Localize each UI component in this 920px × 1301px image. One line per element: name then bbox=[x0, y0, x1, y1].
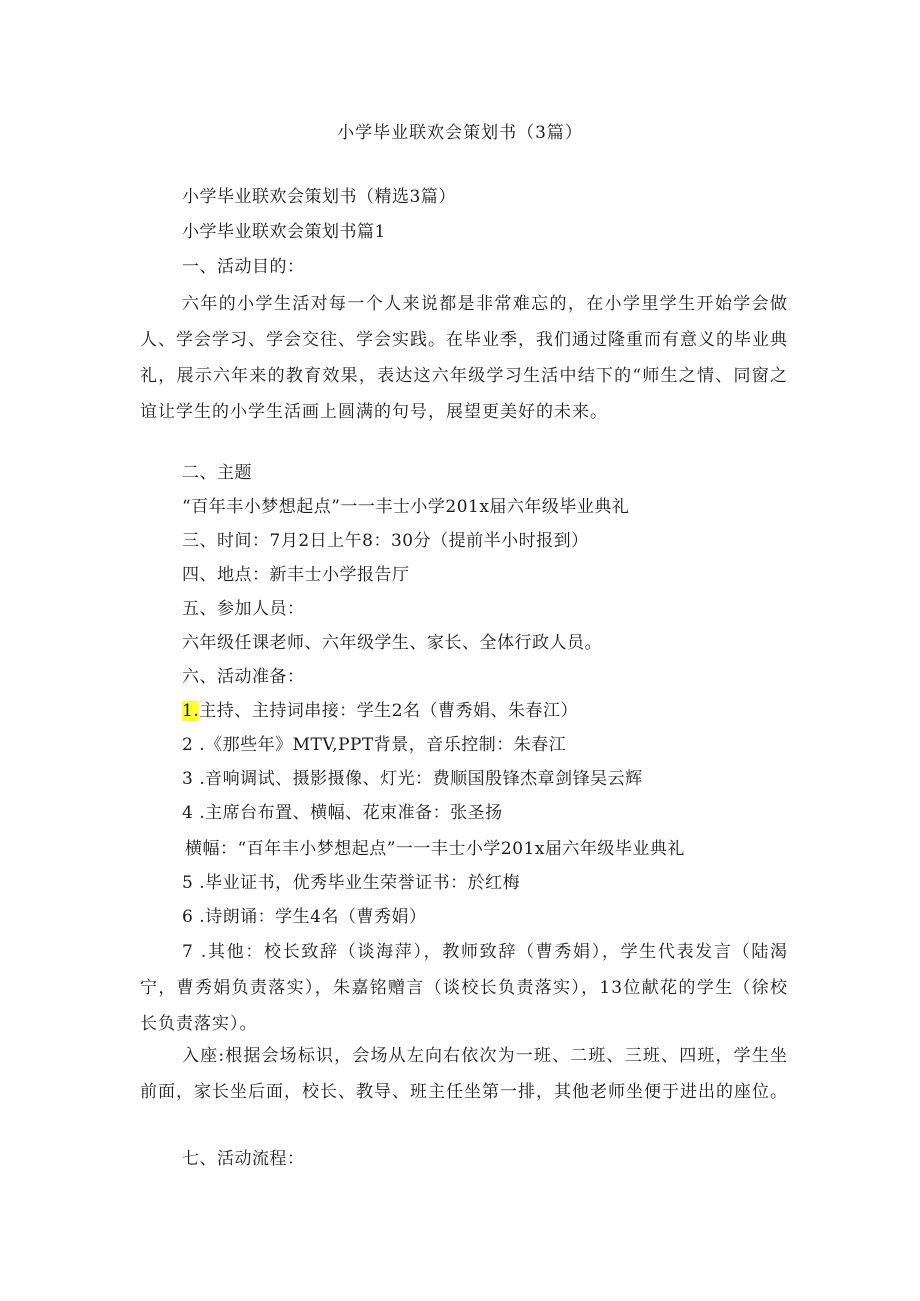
prep-item-1 bbox=[182, 694, 842, 728]
goal-heading: 一、活动目的： bbox=[182, 257, 305, 277]
participants-text: 六年级任课老师、六年级学生、家长、全体行政人员。 bbox=[182, 633, 602, 653]
theme-heading: 二、主题 bbox=[182, 463, 252, 483]
seating-paragraph: 入座:根据会场标识，会场从左向右依次为一班、二班、三班、四班，学生坐前面，家长坐后面，校长、教导、班主任坐第一排，其他老师坐便于进出的座位。 bbox=[140, 1046, 788, 1102]
prep-item-7: 7 .其他：校长致辞（谈海萍），教师致辞（曹秀娟），学生代表发言（陆渴宁，曹秀娟负责落实），朱嘉铭赠言（谈校长负责落实），13位献花的学生（徐校长负责落实）。 bbox=[140, 942, 788, 1034]
prep-item-4: 4 .主席台布置、横幅、花束准备：张圣扬 bbox=[182, 803, 503, 823]
participants-heading: 五、参加人员： bbox=[182, 599, 305, 619]
prep-item-6: 6 .诗朗诵：学生4名（曹秀娟） bbox=[182, 907, 427, 927]
highlight-marker: 1. bbox=[182, 701, 200, 721]
time-line: 三、时间：7月2日上午8：30分（提前半小时报到） bbox=[182, 531, 589, 551]
document-subtitle: 小学毕业联欢会策划书（精选3篇） bbox=[182, 187, 456, 207]
prep-heading: 六、活动准备： bbox=[182, 667, 305, 687]
prep-item-2: 2 .《那些年》MTV,PPT背景，音乐控制：朱春江 bbox=[182, 735, 567, 755]
prep-item-3: 3 .音响调试、摄影摄像、灯光：费顺国殷锋杰章剑锋吴云辉 bbox=[182, 769, 643, 789]
place-line: 四、地点：新丰士小学报告厅 bbox=[182, 565, 410, 585]
prep-item-1-text: 主持、主持词串接：学生2名（曹秀娟、朱春江） bbox=[199, 701, 579, 721]
banner-line: 横幅：“百年丰小梦想起点”一一丰士小学201x届六年级毕业典礼 bbox=[185, 839, 685, 859]
goal-paragraph: 六年的小学生活对每一个人来说都是非常难忘的，在小学里学生开始学会做人、学会学习、学会交往、学会实践。在毕业季，我们通过隆重而有意义的毕业典礼，展示六年来的教育效果，表达这六年级学习生活中结下的“师生之情、同窗之谊让学生的小学生活画上圆满的句号，展望更美好的未来。 bbox=[140, 294, 788, 422]
document-title: 小学毕业联欢会策划书（3篇） bbox=[337, 123, 583, 143]
flow-heading: 七、活动流程： bbox=[182, 1149, 305, 1169]
prep-item-5: 5 .毕业证书，优秀毕业生荣誉证书：於红梅 bbox=[182, 873, 521, 893]
section-title: 小学毕业联欢会策划书篇1 bbox=[182, 222, 386, 242]
theme-text: “百年丰小梦想起点”一一丰士小学201x届六年级毕业典礼 bbox=[182, 497, 630, 517]
